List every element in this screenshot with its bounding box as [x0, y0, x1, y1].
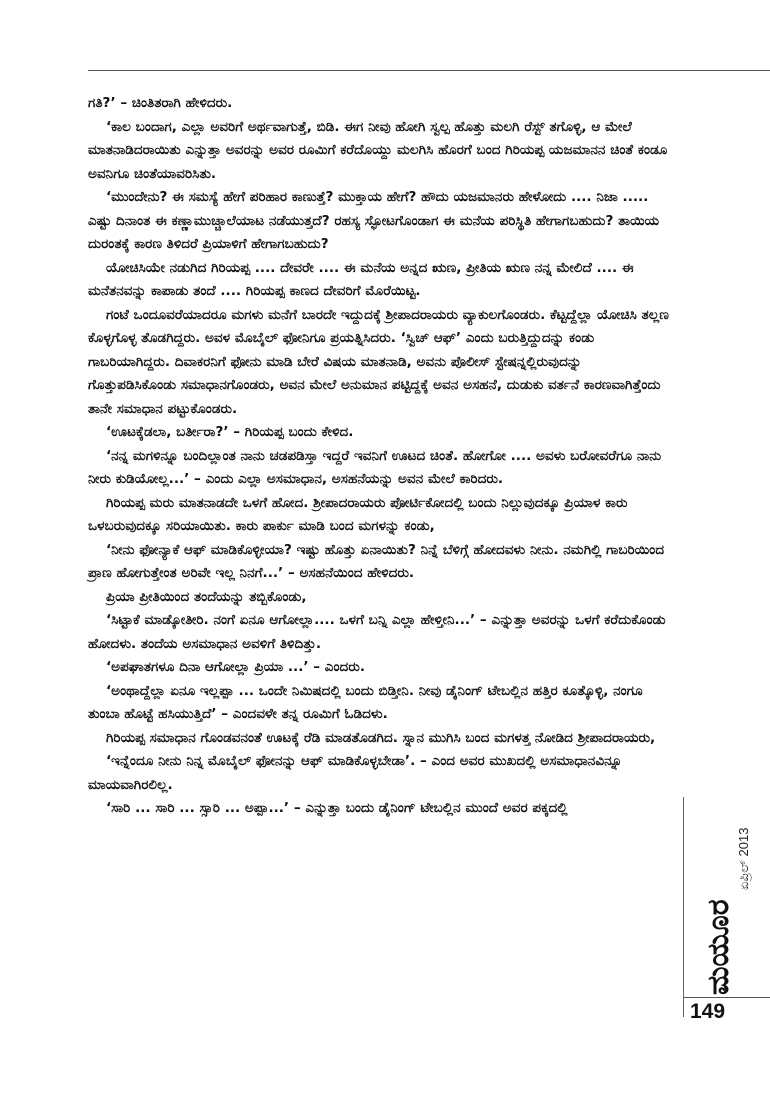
- paragraph: ‘ಮುಂದೇನು? ಈ ಸಮಸ್ಯೆ ಹೇಗೆ ಪರಿಹಾರ ಕಾಣುತ್ತೆ? ಮುಕ್ತಾಯ ಹೇಗೆ? ಹೌದು ಯಜಮಾನರು ಹೇಳೋದು .... ನಿಜಾ ..... ಎಷ್ಟು ದಿನಾಂತ ಈ ಕಣ್ಣಾಮುಚ್ಚಾಲೆಯಾಟ ನಡೆಯುತ್ತದೆ? ರಹಸ್ಯ ಸ್ಫೋಟಗೊಂಡಾಗ ಈ ಮನೆಯ ಪರಿಸ್ಥಿತಿ ಹೇಗಾಗಬಹುದು? ತಾಯಿಯ ದುರಂತಕ್ಕೆ ಕಾರಣ ತಿಳಿದರೆ ಪ್ರಿಯಾಳಿಗೆ ಹೇಗಾಗಬಹುದು?: [88, 189, 660, 252]
- top-rule: [88, 70, 770, 71]
- paragraph: ‘ನನ್ನ ಮಗಳಿನ್ನೂ ಬಂದಿಲ್ಲಾಂತ ನಾನು ಚಡಪಡಿಸ್ತಾ ಇದ್ದರೆ ಇವನಿಗೆ ಊಟದ ಚಿಂತೆ. ಹೋಗೋ .... ಅವಳು ಬರೋವರೆಗೂ ನಾನು ನೀರು ಕುಡಿಯೋಲ್ಲ...’ – ಎಂದು ಎಲ್ಲಾ ಅಸಮಾಧಾನ, ಅಸಹನೆಯನ್ನು ಅವನ ಮೇಲೆ ಕಾರಿದರು.: [88, 447, 662, 487]
- magazine-logo: ಮಯೂರ: [701, 899, 736, 995]
- paragraph: ಪ್ರಿಯಾ ಪ್ರೀತಿಯಿಂದ ತಂದೆಯನ್ನು ತಬ್ಬಿಕೊಂಡು,: [106, 588, 307, 605]
- paragraph: ಗತಿ?’ – ಚಿಂತಿತರಾಗಿ ಹೇಳಿದರು.: [88, 95, 233, 111]
- paragraph: ಗಿರಿಯಪ್ಪ ಸಮಾಧಾನ ಗೊಂಡವನಂತೆ ಊಟಕ್ಕೆ ರೆಡಿ ಮಾಡತೊಡಗಿದ. ಸ್ನಾನ ಮುಗಿಸಿ ಬಂದ ಮಗಳತ್ತ ನೋಡಿದ ಶ್ರೀಪಾದರಾಯರು,: [106, 729, 656, 746]
- paragraph: ‘ನೀನು ಫೋನ್ಯಾಕೆ ಆಫ್ ಮಾಡಿಕೊಳ್ಳೀಯಾ? ಇಷ್ಟು ಹೊತ್ತು ಏನಾಯಿತು? ನಿನ್ನೆ ಬೆಳಿಗ್ಗೆ ಹೋದವಳು ನೀನು. ನಮಗಿಲ್ಲಿ ಗಾಬರಿಯಿಂದ ಪ್ರಾಣ ಹೋಗುತ್ತೇಂತ ಅರಿವೇ ಇಲ್ಲ ನಿನಗೆ...’ – ಅಸಹನೆಯಿಂದ ಹೇಳಿದರು.: [88, 541, 665, 581]
- paragraph: ಗಿರಿಯಪ್ಪ ಮರು ಮಾತನಾಡದೇ ಒಳಗೆ ಹೋದ. ಶ್ರೀಪಾದರಾಯರು ಪೋರ್ಟಿಕೋದಲ್ಲಿ ಬಂದು ನಿಲ್ಲುವುದಕ್ಕೂ ಪ್ರಿಯಾಳ ಕಾರು ಒಳಬರುವುದಕ್ಕೂ ಸರಿಯಾಯಿತು. ಕಾರು ಪಾರ್ಕು ಮಾಡಿ ಬಂದ ಮಗಳನ್ನು ಕಂಡು,: [88, 494, 628, 534]
- paragraph: ಯೋಚಿಸಿಯೇ ನಡುಗಿದ ಗಿರಿಯಪ್ಪ .... ದೇವರೇ .... ಈ ಮನೆಯ ಅನ್ನದ ಋಣ, ಪ್ರೀತಿಯ ಋಣ ನನ್ನ ಮೇಲಿದೆ .... ಈ ಮನೆತನವನ್ನು ಕಾಪಾಡು ತಂದೆ .... ಗಿರಿಯಪ್ಪ ಕಾಣದ ದೇವರಿಗೆ ಮೊರೆಯಿಟ್ಟ.: [88, 259, 634, 299]
- magazine-sidebar: [701, 800, 760, 1000]
- paragraph: ‘ಸಾರಿ ... ಸಾರಿ ... ಸ್ಸಾರಿ ... ಅಪ್ಪಾ...’ – ಎನ್ನುತ್ತಾ ಬಂದು ಡೈನಿಂಗ್ ಟೇಬಲ್ಲಿನ ಮುಂದೆ ಅವರ ಪಕ್ಕದಲ್ಲಿ: [106, 800, 568, 816]
- sidebar-divider: [683, 797, 684, 1017]
- paragraph: ‘ಸಿಟ್ಟಾಕೆ ಮಾಡ್ಕೋತೀರಿ. ನಂಗೆ ಏನೂ ಆಗೋಲ್ಲಾ.... ಒಳಗೆ ಬನ್ನಿ ಎಲ್ಲಾ ಹೇಳ್ತೀನಿ...’ – ಎನ್ನುತ್ತಾ ಅವರನ್ನು ಒಳಗೆ ಕರೆದುಕೊಂಡು ಹೋದಳು. ತಂದೆಯ ಅಸಮಾಧಾನ ಅವಳಿಗೆ ತಿಳಿದಿತ್ತು.: [88, 612, 666, 652]
- paragraph: ‘ಅಪಘಾತಗಳೂ ದಿನಾ ಆಗೋಲ್ಲಾ ಪ್ರಿಯಾ ...’ – ಎಂದರು.: [106, 659, 366, 675]
- paragraph: ‘ಊಟಕ್ಕೆಡಲಾ, ಬರ್ತೀರಾ?’ – ಗಿರಿಯಪ್ಪ ಬಂದು ಕೇಳಿದ.: [106, 424, 354, 440]
- paragraph: ‘ಇನ್ನೆಂದೂ ನೀನು ನಿನ್ನ ಮೊಬೈಲ್ ಫೋನನ್ನು ಆಫ್ ಮಾಡಿಕೊಳ್ಳಬೇಡಾ’. – ಎಂದ ಅವರ ಮುಖದಲ್ಲಿ ಅಸಮಾಧಾನವಿನ್ನೂ ಮಾಯವಾಗಿರಲಿಲ್ಲ.: [88, 753, 623, 793]
- paragraph: ‘ಅಂಥಾದ್ದೆಲ್ಲಾ ಏನೂ ಇಲ್ಲಪ್ಪಾ ... ಒಂದೇ ನಿಮಿಷದಲ್ಲಿ ಬಂದು ಬಿಡ್ತೀನಿ. ನೀವು ಡೈನಿಂಗ್ ಟೇಬಲ್ಲಿನ ಹತ್ತಿರ ಕೂತ್ಕೊಳ್ಳಿ, ನಂಗೂ ತುಂಬಾ ಹೊಟ್ಟೆ ಹಸಿಯುತ್ತಿದೆ’ – ಎಂದವಳೇ ತನ್ನ ರೂಮಿಗೆ ಓಡಿದಳು.: [88, 682, 643, 722]
- article-body: [88, 92, 674, 821]
- issue-date: ಏಪ್ರಿಲ್ 2013: [736, 827, 751, 890]
- paragraph: ಗಂಟೆ ಒಂದೂವರೆಯಾದರೂ ಮಗಳು ಮನೆಗೆ ಬಾರದೇ ಇದ್ದುದಕ್ಕೆ ಶ್ರೀಪಾದರಾಯರು ವ್ಯಾಕುಲಗೊಂಡರು. ಕೆಟ್ಟದ್ದೆಲ್ಲಾ ಯೋಚಿಸಿ ತಲ್ಲಣ ಕೊಳ್ಳಗೊಳ್ಳ ತೊಡಗಿದ್ದರು. ಅವಳ ಮೊಬೈಲ್ ಫೋನಿಗೂ ಪ್ರಯತ್ನಿಸಿದರು. ‘ಸ್ವಿಚ್ ಆಫ್’ ಎಂದು ಬರುತ್ತಿದ್ದುದನ್ನು ಕಂಡು ಗಾಬರಿಯಾಗಿದ್ದರು. ದಿವಾಕರನಿಗೆ ಫೋನು ಮಾಡಿ ಬೇರೆ ವಿಷಯ ಮಾತನಾಡಿ, ಅವನು ಪೊಲೀಸ್ ಸ್ಟೇಷನ್ನಲ್ಲಿರುವುದನ್ನು ಗೊತ್ತುಪಡಿಸಿಕೊಂಡು ಸಮಾಧಾನಗೊಂಡರು, ಅವನ ಮೇಲೆ ಅನುಮಾನ ಪಟ್ಟಿದ್ದಕ್ಕೆ ಅವನ ಅಸಹನೆ, ದುಡುಕು ವರ್ತನೆ ಕಾರಣವಾಗಿತ್ತೆಂದು ತಾನೇ ಸಮಾಧಾನ ಪಟ್ಟುಕೊಂಡರು.: [88, 306, 669, 417]
- page-number: 149: [690, 1000, 726, 1023]
- paragraph: ‘ಕಾಲ ಬಂದಾಗ, ಎಲ್ಲಾ ಅವರಿಗೆ ಅರ್ಥವಾಗುತ್ತೆ, ಬಿಡಿ. ಈಗ ನೀವು ಹೋಗಿ ಸ್ವಲ್ಪ ಹೊತ್ತು ಮಲಗಿ ರೆಸ್ಟ್ ತಗೊಳ್ಳಿ, ಆ ಮೇಲೆ ಮಾತನಾಡಿದರಾಯಿತು ಎನ್ನುತ್ತಾ ಅವರನ್ನು ಅವರ ರೂಮಿಗೆ ಕರೆದೊಯ್ದು ಮಲಗಿಸಿ ಹೊರಗೆ ಬಂದ ಗಿರಿಯಪ್ಪ ಯಜಮಾನನ ಚಿಂತೆ ಕಂಡೂ ಅವನಿಗೂ ಚಿಂತೆಯಾವರಿಸಿತು.: [88, 118, 668, 182]
- magazine-masthead: [701, 800, 760, 1000]
- page-number-rule: [683, 997, 770, 998]
